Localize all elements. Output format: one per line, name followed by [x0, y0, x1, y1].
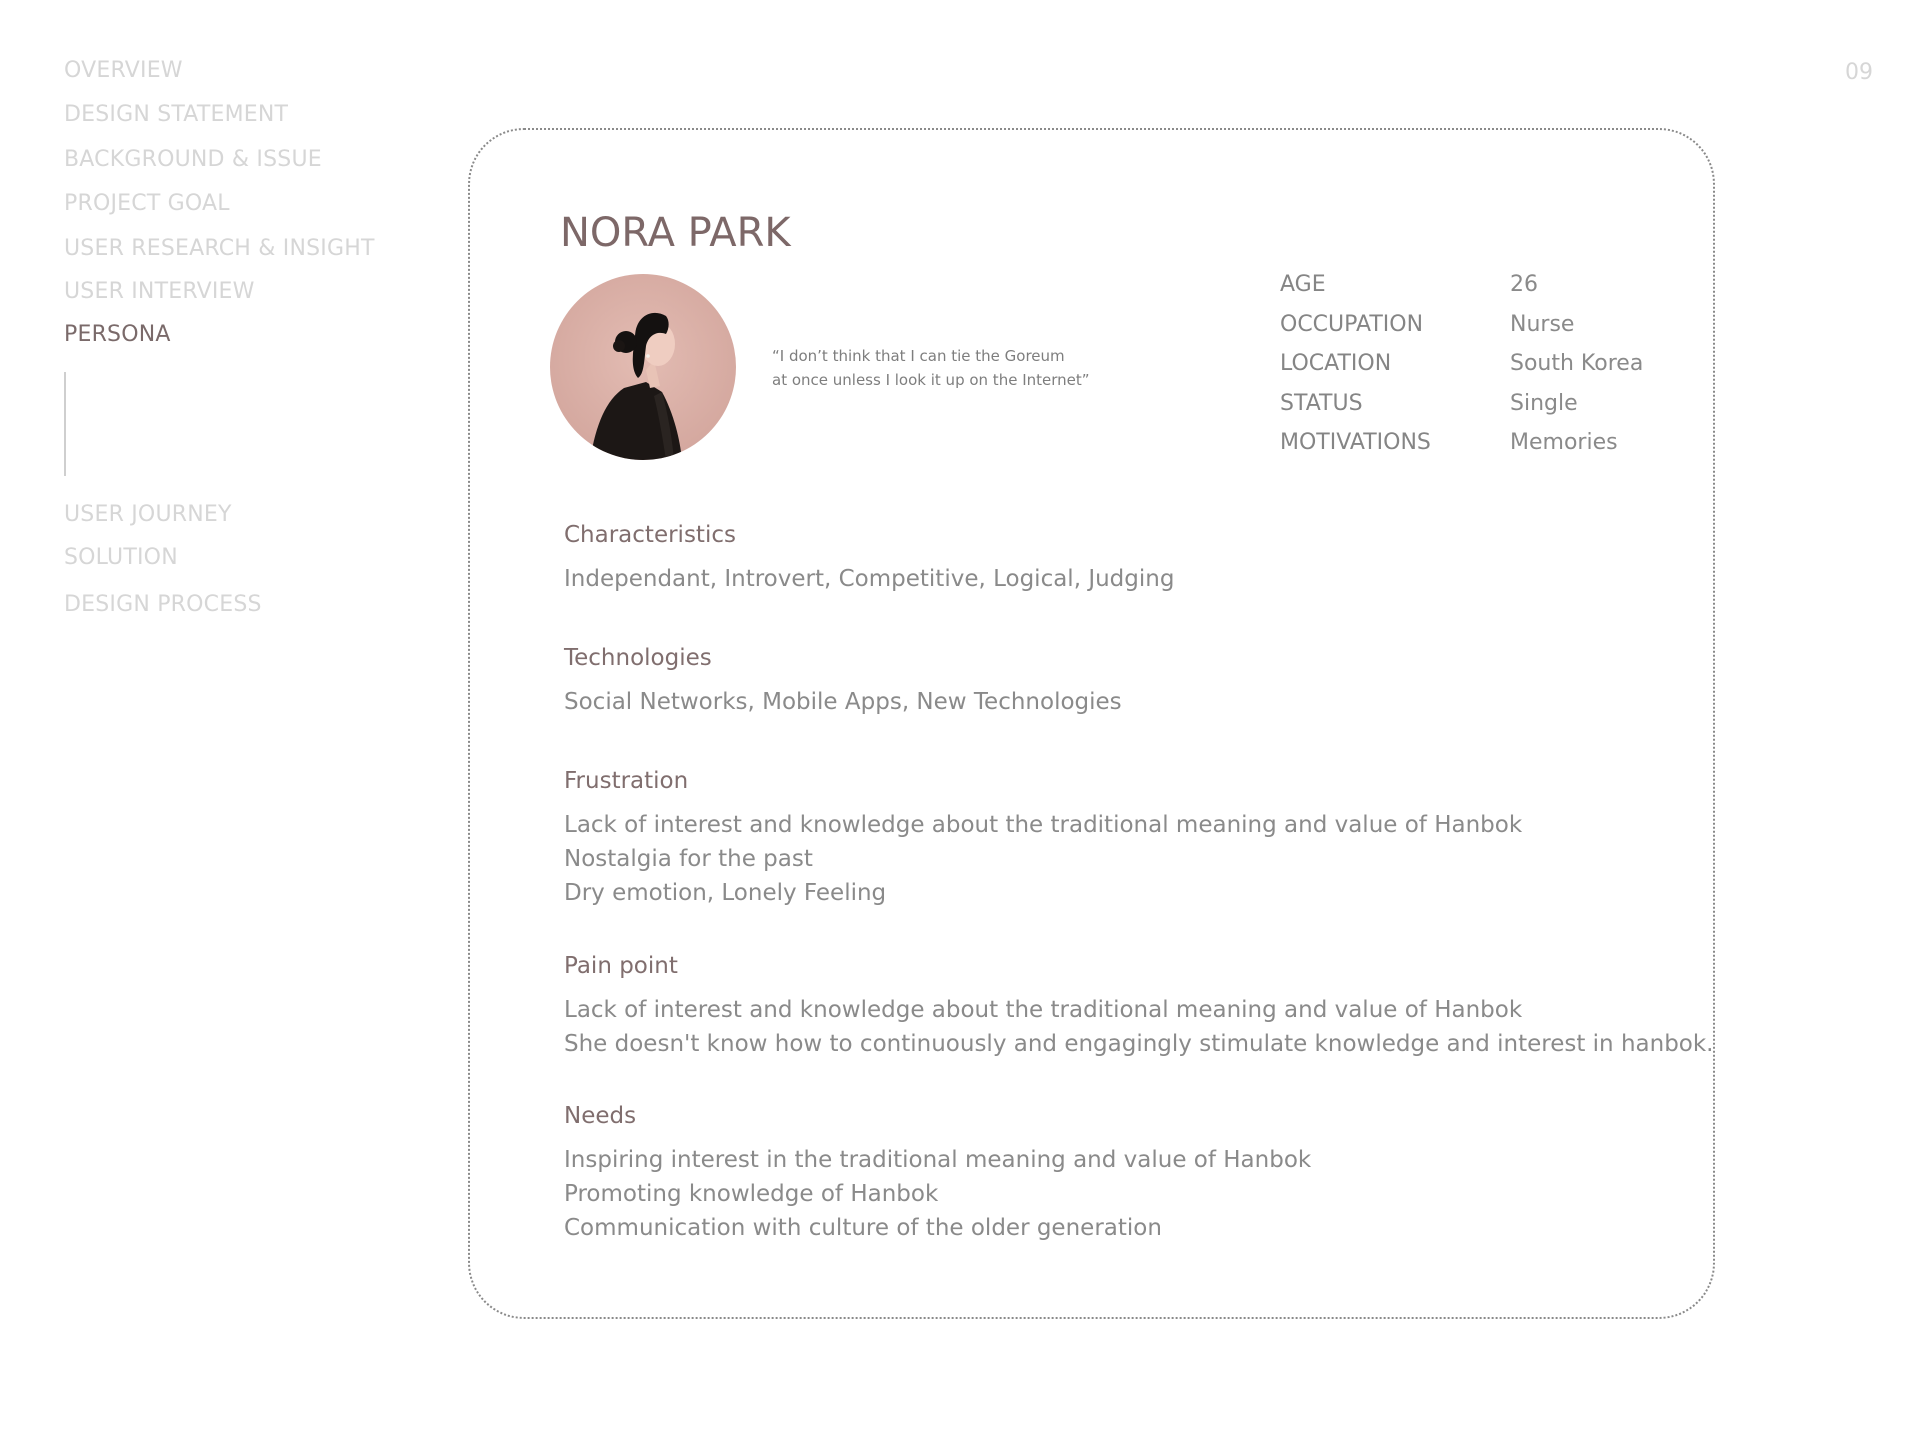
section-line: She doesn't know how to continuously and engagingly stimulate knowledge and interest in hanbok. — [564, 1031, 1714, 1057]
section-title: Frustration — [564, 768, 689, 794]
nav-item-user-interview[interactable]: USER INTERVIEW — [64, 279, 255, 304]
section-characteristics — [564, 520, 1684, 596]
section-line: Social Networks, Mobile Apps, New Technologies — [564, 689, 1122, 715]
sidebar-nav — [64, 0, 444, 1440]
info-key: OCCUPATION — [1280, 312, 1424, 337]
section-line: Promoting knowledge of Hanbok — [564, 1181, 939, 1207]
info-value: Single — [1510, 391, 1578, 416]
info-row-location — [1280, 351, 1680, 391]
section-technologies — [564, 643, 1684, 719]
info-key: STATUS — [1280, 391, 1363, 416]
info-row-occupation — [1280, 312, 1680, 352]
nav-item-design-process[interactable]: DESIGN PROCESS — [64, 592, 262, 617]
section-line: Independant, Introvert, Competitive, Logical, Judging — [564, 566, 1175, 592]
persona-avatar — [550, 274, 736, 460]
quote-line-1: “I don’t think that I can tie the Goreum — [772, 347, 1065, 365]
section-title: Needs — [564, 1103, 637, 1129]
info-row-status — [1280, 391, 1680, 431]
section-line: Communication with culture of the older generation — [564, 1215, 1162, 1241]
nav-item-background-issue[interactable]: BACKGROUND & ISSUE — [64, 147, 322, 172]
persona-quote — [772, 344, 1132, 392]
nav-item-user-journey[interactable]: USER JOURNEY — [64, 502, 232, 527]
section-frustration — [564, 766, 1684, 910]
info-value: Nurse — [1510, 312, 1575, 337]
section-line: Inspiring interest in the traditional meaning and value of Hanbok — [564, 1147, 1312, 1173]
woman-profile-icon — [550, 274, 736, 460]
nav-item-design-statement[interactable]: DESIGN STATEMENT — [64, 102, 289, 127]
nav-item-project-goal[interactable]: PROJECT GOAL — [64, 191, 230, 216]
section-title: Characteristics — [564, 522, 736, 548]
info-key: AGE — [1280, 272, 1326, 297]
persona-name: NORA PARK — [560, 210, 791, 256]
info-row-motivations — [1280, 430, 1680, 470]
info-key: LOCATION — [1280, 351, 1392, 376]
info-row-age — [1280, 272, 1680, 312]
nav-item-persona[interactable]: PERSONA — [64, 322, 171, 347]
nav-item-user-research-insight[interactable]: USER RESEARCH & INSIGHT — [64, 236, 375, 261]
section-line: Nostalgia for the past — [564, 846, 813, 872]
section-title: Technologies — [564, 645, 712, 671]
section-line: Lack of interest and knowledge about the traditional meaning and value of Hanbok — [564, 812, 1523, 838]
nav-item-overview[interactable]: OVERVIEW — [64, 58, 183, 83]
nav-active-indicator — [64, 372, 66, 476]
nav-item-solution[interactable]: SOLUTION — [64, 545, 178, 570]
info-key: MOTIVATIONS — [1280, 430, 1431, 455]
info-value: 26 — [1510, 272, 1538, 297]
section-title: Pain point — [564, 953, 678, 979]
info-value: Memories — [1510, 430, 1618, 455]
info-value: South Korea — [1510, 351, 1644, 376]
section-line: Dry emotion, Lonely Feeling — [564, 880, 887, 906]
persona-card — [468, 128, 1715, 1319]
quote-line-2: at once unless I look it up on the Internet” — [772, 371, 1090, 389]
section-line: Lack of interest and knowledge about the traditional meaning and value of Hanbok — [564, 997, 1523, 1023]
section-pain-point — [564, 951, 1714, 1061]
page-number: 09 — [1845, 60, 1873, 85]
section-needs — [564, 1101, 1684, 1245]
